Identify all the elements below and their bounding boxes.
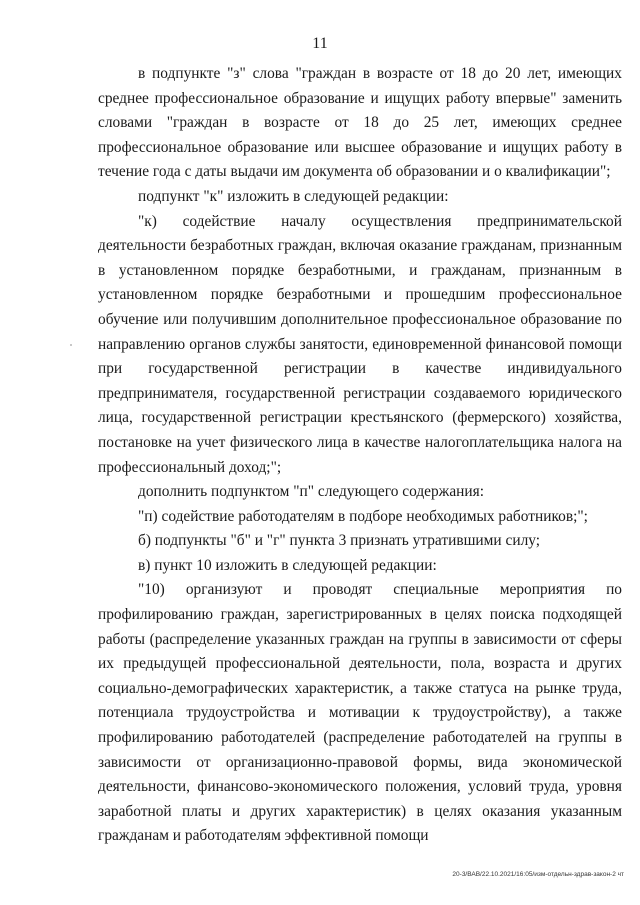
page-number: 11 bbox=[312, 35, 328, 52]
paragraph-4: дополнить подпунктом "п" следующего содержания: bbox=[138, 483, 484, 501]
document-body bbox=[98, 62, 622, 849]
paragraph-3: "к) содействие началу осуществления предпринимательской деятельности безработных граждан, включая оказание гражданам, признанным в установленном порядке безработными, и гражданам, признанным в установленном порядке безработными и прошедшим профессиональное обучение или получившим дополнительное профессиональное образование по направлению органов службы занятости, единовременной финансовой помощи при государственной регистрации в качестве индивидуального предпринимателя, государственной регистрации создаваемого юридического лица, государственной регистрации крестьянского (фермерского) хозяйства, постановке на учет физического лица в качестве налогоплательщика налога на профессиональный доход;"; bbox=[98, 212, 622, 476]
paragraph-2: подпункт "к" изложить в следующей редакции: bbox=[138, 187, 449, 205]
margin-mark bbox=[70, 344, 72, 346]
paragraph-1: в подпункте "з" слова "граждан в возрасте от 18 до 20 лет, имеющих среднее профессиональное образование и ищущих работу впервые" заменить словами "граждан в возрасте от 18 до 25 лет, имеющих среднее профессиональное образование или высшее образование и ищущих работу в течение года с даты выдачи им документа об образовании и о квалификации"; bbox=[98, 65, 622, 181]
paragraph-5: "п) содействие работодателям в подборе необходимых работников;"; bbox=[138, 507, 588, 525]
paragraph-7: в) пункт 10 изложить в следующей редакции: bbox=[138, 556, 437, 574]
paragraph-6: б) подпункты "б" и "г" пункта 3 признать утратившими силу; bbox=[138, 532, 541, 550]
footer-document-code: 20-3/ВАВ/22.10.2021/16:05/изм-отдельн-здрав-закон-2 чт bbox=[452, 871, 624, 878]
paragraph-8: "10) организуют и проводят специальные мероприятия по профилированию граждан, зарегистрированных в целях поиска подходящей работы (распределение указанных граждан на группы в зависимости от сферы их предыдущей профессиональной деятельности, пола, возраста и других социально-демографических характеристик, а также статуса на рынке труда, потенциала трудоустройства и мотивации к трудоустройству), а также профилированию работодателей (распределение работодателей на группы в зависимости от организационно-правовой формы, вида экономической деятельности, финансово-экономического положения, условий труда, уровня заработной платы и других характеристик) в целях оказания указанным гражданам и работодателям эффективной помощи bbox=[98, 581, 622, 845]
